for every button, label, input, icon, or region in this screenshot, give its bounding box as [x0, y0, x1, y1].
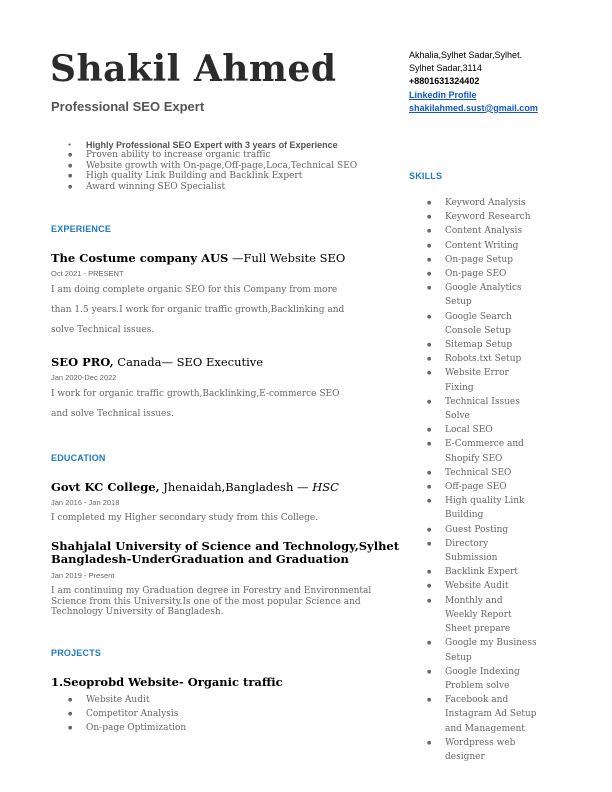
school-title — [51, 539, 399, 553]
job-dates: Jan 2020-Dec 2022 — [51, 373, 117, 382]
skill-item: ● Google Analytics Setup — [427, 281, 537, 309]
project-title-text: 1.Seoprobd Website- Organic traffic — [51, 675, 283, 689]
job-dates: Oct 2021 - PRESENT — [51, 269, 124, 278]
school-title — [51, 480, 339, 494]
list-item: ● Website Audit — [68, 693, 186, 707]
skill-item: ● Content Writing — [427, 239, 537, 253]
skill-item: ● Backlink Expert — [427, 565, 537, 579]
school-degree: HSC — [312, 480, 339, 494]
projects-heading: PROJECTS — [51, 648, 102, 658]
phone-number: +8801631324402 — [409, 76, 480, 87]
job-company: The Costume company AUS — [51, 251, 229, 265]
summary-item: ● Proven ability to increase organic traffic — [68, 150, 357, 160]
job-role: Canada— SEO Executive — [113, 355, 264, 369]
skill-item: ● High quality Link Building — [427, 494, 537, 522]
candidate-title: Professional SEO Expert — [51, 99, 205, 114]
skill-item: ● On-page Setup — [427, 253, 537, 267]
job-desc-line: solve Technical issues. — [51, 325, 155, 335]
school-dates: Jan 2016 - Jan 2018 — [51, 498, 120, 507]
skill-item: ● Keyword Analysis — [427, 196, 537, 210]
school-title — [51, 552, 349, 566]
skill-item: ● Keyword Research — [427, 210, 537, 224]
school-desc-line: Science from this University.Is one of the most popular Science and — [51, 597, 361, 607]
summary-item: ● Award winning SEO Specialist — [68, 182, 357, 192]
job-title — [51, 355, 263, 369]
school-name: Govt KC College, — [51, 480, 160, 494]
school-desc-line: I am continuing my Graduation degree in Forestry and Environmental — [51, 586, 372, 596]
project-items — [68, 693, 186, 736]
contact-block — [409, 49, 538, 115]
job-desc-line: I work for organic traffic growth,Backlinking,E-commerce SEO — [51, 389, 340, 399]
job-desc-line: than 1.5 years.I work for organic traffic growth,Backlinking and — [51, 305, 345, 315]
skill-item: ● Google Indexing Problem solve — [427, 665, 537, 693]
candidate-name: Shakil Ahmed — [50, 48, 337, 90]
job-desc-line: and solve Technical issues. — [51, 409, 174, 419]
list-item: ● On-page Optimization — [68, 721, 186, 735]
summary-item: ● High quality Link Building and Backlink Expert — [68, 171, 357, 181]
skill-item: ● Website Error Fixing — [427, 366, 537, 394]
skill-item: ● Content Analysis — [427, 224, 537, 238]
skill-item: ● Guest Posting — [427, 523, 537, 537]
summary-list — [68, 140, 357, 192]
school-name-line: Bangladesh-UnderGraduation and Graduation — [51, 552, 349, 566]
address-line-2: Sylhet Sadar,3114 — [409, 63, 482, 74]
school-name-line: Shahjalal University of Science and Technology,Sylhet — [51, 539, 400, 553]
job-role: —Full Website SEO — [228, 251, 346, 265]
skill-item: ● Google Search Console Setup — [427, 310, 537, 338]
skill-item: ● Google my Business Setup — [427, 636, 537, 664]
skill-item: ● Wordpress web designer — [427, 736, 537, 764]
job-desc-line: I am doing complete organic SEO for this Company from more — [51, 285, 338, 295]
skill-item: ● Monthly and Weekly Report Sheet prepare — [427, 594, 537, 637]
skill-item: ● Directory Submission — [427, 537, 537, 565]
skill-item: ● Sitemap Setup — [427, 338, 537, 352]
experience-heading: EXPERIENCE — [51, 224, 112, 234]
skill-item: ● Local SEO — [427, 423, 537, 437]
school-desc: I completed my Higher secondary study from this College. — [51, 513, 319, 523]
email-link[interactable]: shakilahmed.sust@gmail.com — [409, 102, 538, 113]
linkedin-link[interactable]: Linkedin Profile — [409, 89, 477, 100]
list-item: ● Competitor Analysis — [68, 707, 186, 721]
skill-item: ● Website Audit — [427, 579, 537, 593]
skill-item: ● Off-page SEO — [427, 480, 537, 494]
skill-item: ● On-page SEO — [427, 267, 537, 281]
skill-item: ● Robots.txt Setup — [427, 352, 537, 366]
summary-item: ● Highly Professional SEO Expert with 3 years of Experience — [68, 140, 357, 150]
education-heading: EDUCATION — [51, 453, 106, 463]
skill-item: ● Facebook and Instagram Ad Setup and Management — [427, 693, 537, 736]
job-company: SEO PRO, — [51, 355, 114, 369]
address-line-1: Akhalia,Sylhet Sadar,Sylhet. — [409, 50, 523, 60]
school-dates: Jan 2019 - Present — [51, 571, 115, 580]
school-place: Jhenaidah,Bangladesh — — [159, 480, 313, 494]
job-title — [51, 251, 345, 265]
skills-list — [427, 196, 537, 764]
summary-item: ● Website growth with On-page,Off-page,Loca,Technical SEO — [68, 161, 357, 171]
project-title — [51, 675, 283, 689]
skill-item: ● Technical Issues Solve — [427, 395, 537, 423]
skills-heading: SKILLS — [409, 171, 443, 181]
skill-item: ● Technical SEO — [427, 466, 537, 480]
skill-item: ● E-Commerce and Shopify SEO — [427, 437, 537, 465]
school-desc-line: Technology University of Bangladesh. — [51, 607, 224, 617]
